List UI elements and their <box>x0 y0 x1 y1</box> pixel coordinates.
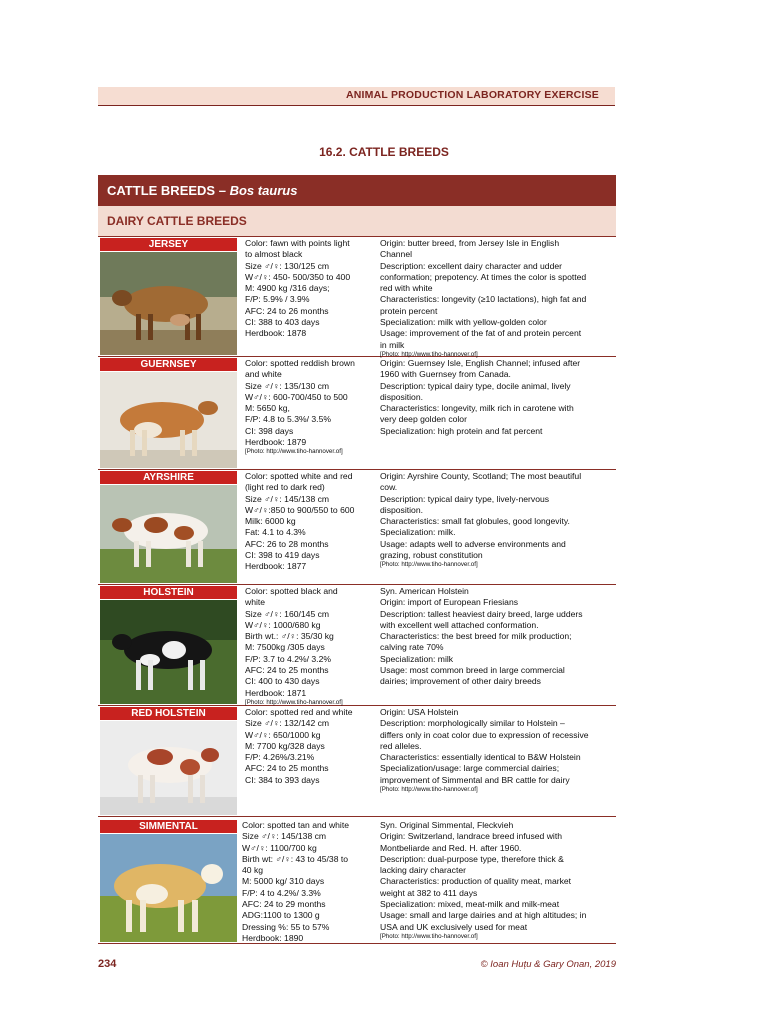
stat-line: M: 7700 kg/328 days <box>245 740 325 751</box>
desc-line: Specialization: milk with yellow-golden color <box>380 317 547 328</box>
breed-stats <box>245 586 373 707</box>
desc-line: Usage: small and large dairies and at high altitudes; in <box>380 910 587 921</box>
stat-line: F/P: 3.7 to 4.2%/ 3.2% <box>245 653 331 664</box>
desc-line: Specialization: milk. <box>380 527 456 538</box>
desc-line: with excellent well attached conformation. <box>380 619 539 630</box>
desc-line: grazing, robust constitution <box>380 550 483 561</box>
desc-line: red alleles. <box>380 740 422 751</box>
desc-line: calving rate 70% <box>380 642 444 653</box>
desc-line: Specialization: mixed, meat-milk and milk-meat <box>380 899 560 910</box>
dairy-breeds-subbanner <box>98 206 616 237</box>
desc-line: Description: dual-purpose type, therefore thick & <box>380 853 564 864</box>
simmental-cow-photo <box>100 834 237 942</box>
guernsey-cow-photo <box>100 372 237 468</box>
stat-line: W♂/♀:850 to 900/550 to 600 <box>245 504 355 515</box>
stat-line: white <box>245 597 266 608</box>
stat-line: Herdbook: 1879 <box>245 437 307 448</box>
desc-line: lacking dairy character <box>380 865 466 876</box>
stat-line: M: 7500kg /305 days <box>245 642 325 653</box>
breed-label: RED HOLSTEIN <box>100 707 237 720</box>
desc-line: Characteristics: essentially identical to B&W Holstein <box>380 752 581 763</box>
photo-credit: [Photo: http://www.tiho-hannover.of] <box>380 786 478 794</box>
desc-line: Usage: improvement of the fat of and protein percent <box>380 328 582 339</box>
desc-line: disposition. <box>380 391 423 402</box>
stat-line: M: 5000 kg/ 310 days <box>242 876 325 887</box>
stat-line: Size ♂/♀: 145/138 cm <box>242 831 327 842</box>
desc-line: Origin: Switzerland, landrace breed infused with <box>380 831 562 842</box>
breed-label: GUERNSEY <box>100 358 237 371</box>
stat-line: ADG:1100 to 1300 g <box>242 910 320 921</box>
desc-line: Specialization: high protein and fat percent <box>380 425 543 436</box>
header-band <box>98 87 615 106</box>
stat-line: Birth wt.: ♂/♀: 35/30 kg <box>245 631 334 642</box>
breed-row-red-holstein <box>98 706 616 817</box>
desc-line: disposition. <box>380 504 423 515</box>
breed-row-guernsey <box>98 357 616 470</box>
desc-line: weight at 382 to 411 days <box>380 887 478 898</box>
desc-line: Specialization: milk <box>380 653 454 664</box>
breed-stats <box>245 238 373 340</box>
desc-line: cow. <box>380 482 398 493</box>
desc-line: Usage: adapts well to adverse environments and <box>380 538 566 549</box>
breed-label: JERSEY <box>100 238 237 251</box>
desc-line: Origin: import of European Friesians <box>380 597 519 608</box>
stat-line: F/P: 5.9% / 3.9% <box>245 294 310 305</box>
banner-species: Bos taurus <box>229 183 298 198</box>
stat-line: W♂/♀: 1000/680 kg <box>245 619 321 630</box>
breed-description <box>380 358 614 437</box>
breed-row-jersey <box>98 237 616 357</box>
stat-line: W♂/♀: 450- 500/350 to 400 <box>245 271 351 282</box>
breed-row-ayrshire <box>98 470 616 585</box>
breed-stats <box>245 471 373 573</box>
breed-description <box>380 586 614 688</box>
desc-line: Characteristics: small fat globules, good longevity. <box>380 516 570 527</box>
photo-credit: [Photo: http://www.tiho-hannover.of] <box>380 932 478 940</box>
page-number: 234 <box>98 958 117 970</box>
desc-line: Characteristics: longevity (≥10 lactations), high fat and <box>380 294 587 305</box>
stat-line: F/P: 4 to 4.2%/ 3.3% <box>242 887 321 898</box>
red-holstein-cow-photo <box>100 721 237 815</box>
desc-line: Specialization/usage: large commercial dairies; <box>380 763 560 774</box>
breed-row-simmental <box>98 819 616 944</box>
holstein-cow-photo <box>100 600 237 704</box>
stat-line: W♂/♀: 600-700/450 to 500 <box>245 391 348 402</box>
desc-line: USA and UK exclusively used for meat <box>380 921 528 932</box>
desc-line: Montbeliarde and Red. H. after 1960. <box>380 842 522 853</box>
stat-line: to almost black <box>245 249 303 260</box>
photo-credit: [Photo: http://www.tiho-hannover.of] <box>380 350 478 358</box>
desc-line: improvement of Simmental and BR cattle for dairy <box>380 774 570 785</box>
breed-stats <box>242 820 370 944</box>
stat-line: F/P: 4.8 to 5.3%/ 3.5% <box>245 414 331 425</box>
photo-credit: [Photo: http://www.tiho-hannover.of] <box>380 561 478 569</box>
stat-line: Herdbook: 1890 <box>242 932 304 943</box>
breed-label: SIMMENTAL <box>100 820 237 833</box>
photo-credit: [Photo: http://www.tiho-hannover.of] <box>245 448 343 456</box>
stat-line: M: 4900 kg /316 days; <box>245 283 330 294</box>
stat-line: Size ♂/♀: 160/145 cm <box>245 608 330 619</box>
desc-line: conformation; prepotency. At times the color is spotted <box>380 271 587 282</box>
desc-line: in milk <box>380 339 405 350</box>
desc-line: differs only in coat color due to expression of recessive <box>380 729 589 740</box>
copyright: © Ioan Huțu & Gary Onan, 2019 <box>480 959 616 970</box>
banner-label: CATTLE BREEDS – <box>107 183 230 198</box>
breed-description <box>380 238 614 359</box>
breed-description <box>380 820 614 941</box>
desc-line: Description: morphologically similar to Holstein – <box>380 718 565 729</box>
stat-line: Color: spotted red and white <box>245 707 353 717</box>
stat-line: CI: 400 to 430 days <box>245 676 320 687</box>
desc-line: Origin: USA Holstein <box>380 707 459 717</box>
desc-line: dairies; improvement of other dairy breeds <box>380 676 541 687</box>
stat-line: Color: spotted tan and white <box>242 820 350 830</box>
desc-line: Syn. American Holstein <box>380 586 469 596</box>
stat-line: Herdbook: 1877 <box>245 561 307 572</box>
stat-line: CI: 398 to 419 days <box>245 550 320 561</box>
stat-line: AFC: 24 to 26 months <box>245 305 329 316</box>
desc-line: Description: excellent dairy character and udder <box>380 260 562 271</box>
stat-line: CI: 398 days <box>245 425 294 436</box>
section-title: 16.2. CATTLE BREEDS <box>319 145 449 159</box>
subbanner-label: DAIRY CATTLE BREEDS <box>107 214 247 228</box>
stat-line: W♂/♀: 1100/700 kg <box>242 842 317 853</box>
stat-line: Herdbook: 1878 <box>245 328 307 339</box>
breed-stats <box>245 707 373 786</box>
stat-line: (light red to dark red) <box>245 482 325 493</box>
breed-label: AYRSHIRE <box>100 471 237 484</box>
desc-line: Description: typical dairy type, lively-nervous <box>380 493 550 504</box>
desc-line: Description: tallest heaviest dairy breed, large udders <box>380 608 583 619</box>
stat-line: Fat: 4.1 to 4.3% <box>245 527 306 538</box>
stat-line: Color: spotted reddish brown <box>245 358 355 368</box>
desc-line: Description: typical dairy type, docile animal, lively <box>380 380 571 391</box>
desc-line: Syn. Original Simmental, Fleckvieh <box>380 820 514 830</box>
breed-label: HOLSTEIN <box>100 586 237 599</box>
stat-line: 40 kg <box>242 865 264 876</box>
desc-line: Characteristics: longevity, milk rich in carotene with <box>380 403 574 414</box>
stat-line: M: 5650 kg, <box>245 403 290 414</box>
ayrshire-cow-photo <box>100 485 237 583</box>
stat-line: CI: 388 to 403 days <box>245 317 320 328</box>
stat-line: W♂/♀: 650/1000 kg <box>245 729 321 740</box>
desc-line: Characteristics: production of quality meat, market <box>380 876 572 887</box>
stat-line: and white <box>245 369 282 380</box>
breed-description <box>380 471 614 569</box>
stat-line: Size ♂/♀: 135/130 cm <box>245 380 330 391</box>
stat-line: Color: fawn with points light <box>245 238 350 248</box>
stat-line: AFC: 26 to 28 months <box>245 538 329 549</box>
stat-line: F/P: 4.26%/3.21% <box>245 752 315 763</box>
photo-credit: [Photo: http://www.tiho-hannover.of] <box>245 698 343 706</box>
stat-line: Milk: 6000 kg <box>245 516 296 527</box>
stat-line: Color: spotted black and <box>245 586 338 596</box>
stat-line: Birth wt: ♂/♀: 43 to 45/38 to <box>242 853 349 864</box>
desc-line: Origin: butter breed, from Jersey Isle in English <box>380 238 560 248</box>
desc-line: 1960 with Guernsey from Canada. <box>380 369 511 380</box>
stat-line: Size ♂/♀: 145/138 cm <box>245 493 330 504</box>
desc-line: red with white <box>380 283 433 294</box>
cattle-breeds-banner <box>98 175 616 206</box>
stat-line: Color: spotted white and red <box>245 471 353 481</box>
desc-line: Origin: Guernsey Isle, English Channel; infused after <box>380 358 581 368</box>
banner-text <box>107 183 297 198</box>
desc-line: Channel <box>380 249 413 260</box>
stat-line: Dressing %: 55 to 57% <box>242 921 330 932</box>
breed-description <box>380 707 614 794</box>
desc-line: protein percent <box>380 305 438 316</box>
desc-line: Characteristics: the best breed for milk production; <box>380 631 572 642</box>
stat-line: AFC: 24 to 25 months <box>245 665 329 676</box>
stat-line: CI: 384 to 393 days <box>245 774 320 785</box>
desc-line: Usage: most common breed in large commercial <box>380 665 565 676</box>
running-header: ANIMAL PRODUCTION LABORATORY EXERCISE <box>345 89 599 101</box>
jersey-cow-photo <box>100 252 237 355</box>
stat-line: Size ♂/♀: 130/125 cm <box>245 260 330 271</box>
breed-row-holstein <box>98 585 616 706</box>
stat-line: Size ♂/♀: 132/142 cm <box>245 718 330 729</box>
stat-line: AFC: 24 to 29 months <box>242 899 326 910</box>
stat-line: Herdbook: 1871 <box>245 687 307 698</box>
desc-line: very deep golden color <box>380 414 467 425</box>
breed-stats <box>245 358 373 456</box>
stat-line: AFC: 24 to 25 months <box>245 763 329 774</box>
desc-line: Origin: Ayrshire County, Scotland; The most beautiful <box>380 471 582 481</box>
